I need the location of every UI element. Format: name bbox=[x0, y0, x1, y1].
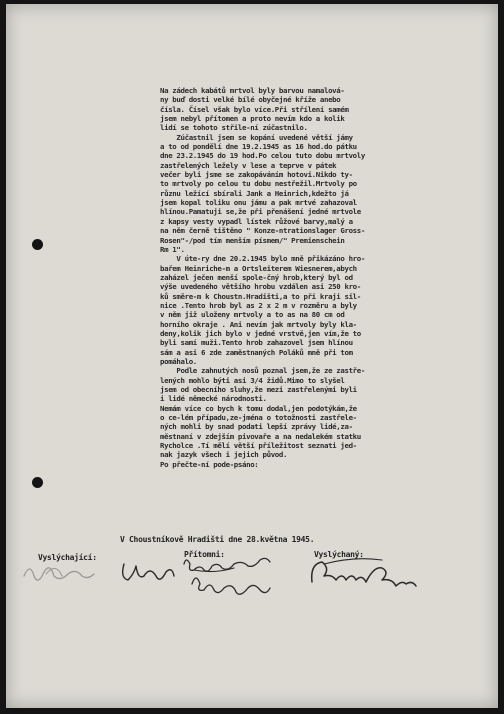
text-line: Rm 1". bbox=[160, 244, 185, 254]
text-line: v něm již uloženy mrtvoly a to as na 80 cm od bbox=[160, 310, 345, 320]
interrogated-label: Vyslýchaný: bbox=[314, 550, 364, 559]
text-line: dne 23.2.1945 do 19 hod.Po celou tuto dobu mrtvoly bbox=[160, 151, 365, 161]
text-line: nice .Tento hrob byl as 2 x 2 m v rozměru a byly bbox=[160, 300, 357, 310]
text-line: lidí se tohoto střile-ní zúčastnilo. bbox=[160, 123, 308, 133]
interrogators-label: Vyslýchající: bbox=[38, 553, 97, 562]
text-line: a to od pondělí dne 19.2.1945 as 16 hod.do pátku bbox=[160, 142, 357, 152]
text-line: to mrtvoly po celou tu dobu nestřežil.Mrtvoly po bbox=[160, 179, 357, 189]
text-line: z kapsy vesty vypadl lístek růžové barvy,malý a bbox=[160, 216, 353, 226]
text-line: zaházel ječen menší spole-čný hrob,který byl od bbox=[160, 272, 353, 282]
text-line: Podle zahnutých nosů poznal jsem,že ze zastře- bbox=[160, 366, 365, 376]
signature-interrogated-flourish bbox=[324, 559, 382, 564]
text-line: bařem Heinriche-m a Ortsleiterem Wiesnerem,abych bbox=[160, 263, 357, 273]
signature-interrogator-2 bbox=[123, 564, 174, 580]
text-line: ných mohli by snad podati lepší zprávy lidé,za- bbox=[160, 422, 353, 432]
text-line: V úte-ry dne 20.2.1945 bylo mně přikázáno hro- bbox=[160, 254, 365, 264]
text-line: Rycholce .Tí mělí větší příležitost seznati jed- bbox=[160, 441, 357, 451]
text-line: na něm černě tištěno " Konze-ntrationslager Gross- bbox=[160, 226, 365, 236]
text-line: Rosen"-/pod tím menším písmem/" Premienschein bbox=[160, 235, 345, 245]
text-line: nak jazyk všech i jejich původ. bbox=[160, 450, 288, 460]
text-line: jsem od obecního sluhy,že mezi zastřelenými byli bbox=[160, 385, 357, 394]
text-line: ků směre-m k Choustn.Hradišti,a to při kraji sil- bbox=[160, 291, 361, 301]
handwritten-signatures bbox=[6, 4, 498, 708]
text-line: jsem kopal toliku onu jámu a pak mrtvé zahazoval bbox=[160, 198, 357, 208]
text-line: různu ležící sbírali Jank a Heinrich,kdežto já bbox=[160, 188, 349, 198]
text-line: lených mohlo býti asi 3/4 židů.Mimo to slyšel bbox=[160, 375, 345, 385]
text-line: sám a asi 6 zde zaměstnaných Poláků mně při tom bbox=[160, 347, 353, 357]
text-line: zastřelených ležely v lese a teprve v pátek bbox=[160, 160, 337, 170]
text-line: Po přečte-ní pode-psáno: bbox=[160, 459, 259, 469]
text-line: deny,kolik jich bylo v jedné vrstvě,jen vím,že to bbox=[160, 328, 361, 338]
text-line: Na zádech kabátů mrtvol byly barvou namalová- bbox=[160, 86, 345, 95]
text-line: městnaní v zdejším pivovaře a na nedalekém statku bbox=[160, 431, 361, 441]
text-line: večer byli jsme se zakopáváním hotovi.Nikdo ty- bbox=[160, 170, 353, 180]
witnesses-label: Přítomni: bbox=[184, 550, 225, 559]
text-line: jsem nebyl přítomen a proto nevím kdo a kolik bbox=[160, 114, 345, 124]
signature-interrogated bbox=[312, 562, 416, 586]
text-line: o ce-lém případu,ze-jména o totožnosti zastřele- bbox=[160, 413, 357, 423]
text-line: byli samí muži.Tento hrob zahazovel jsem hlínou bbox=[160, 338, 353, 348]
text-line: hlínou.Pamatuji se,že při přenášení jedné mrtvole bbox=[160, 207, 361, 217]
text-line: i lidé německé národnosti. bbox=[160, 394, 267, 404]
document-page bbox=[6, 4, 498, 708]
place-date-line: V Choustníkově Hradišti dne 28.května 1945. bbox=[120, 535, 315, 544]
text-line: výše uvedeného většího hrobu vzdálen asi 250 kro- bbox=[160, 282, 361, 292]
text-line: pomáhalo. bbox=[160, 356, 197, 366]
signature-interrogator-1 bbox=[24, 568, 94, 580]
text-line: Zúčastnil jsem se kopání uvedené větší jámy bbox=[160, 132, 353, 142]
text-line: čísla. Čísel však bylo více.Při střílení samém bbox=[160, 104, 349, 114]
text-line: horního okraje . Ani nevím jak mrtvoly byly kla- bbox=[160, 319, 357, 329]
signature-witness-2 bbox=[192, 578, 270, 594]
text-line: Nemám více co bych k tomu dodal,jen podotýkám,že bbox=[160, 403, 357, 413]
text-line: ny buď dosti velké bílé obyčejné kříže anebo bbox=[160, 95, 341, 105]
